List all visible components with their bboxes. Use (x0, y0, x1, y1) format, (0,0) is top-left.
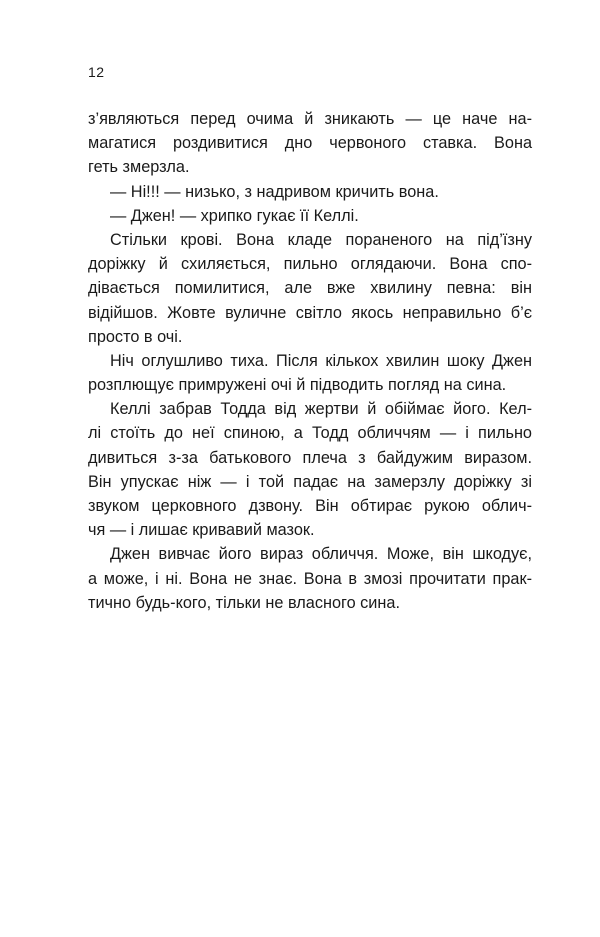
text-line: геть змерзла. (88, 158, 190, 177)
text-line: — Джен! — хрипко гукає її Келлі. (110, 206, 359, 225)
body-text (88, 107, 532, 615)
text-line: дивиться з-за батькового плеча з байдужим виразом. (88, 448, 532, 467)
text-line: доріжку й схиляється, пильно оглядаючи. Вона спо- (88, 255, 532, 274)
text-line: а може, і ні. Вона не знає. Вона в змозі прочитати прак- (88, 569, 532, 588)
text-line: — Ні!!! — низько, з надривом кричить вона. (110, 182, 439, 201)
text-line: Ніч оглушливо тиха. Після кількох хвилин шоку Джен (110, 351, 532, 370)
page-number: 12 (88, 64, 105, 80)
text-line: магатися роздивитися дно червоного ставка. Вона (88, 134, 532, 153)
text-line: Стільки крові. Вона кладе пораненого на під’їзну (110, 230, 532, 249)
text-line: тично будь-кого, тільки не власного сина. (88, 593, 400, 612)
text-line: з’являються перед очима й зникають — це наче на- (88, 110, 532, 128)
text-line: просто в очі. (88, 327, 183, 346)
text-line: Келлі забрав Тодда від жертви й обіймає його. Кел- (110, 400, 532, 419)
text-line: лі стоїть до неї спиною, а Тодд обличчям — і пильно (88, 424, 532, 443)
text-line: дівається помилитися, але вже хвилину певна: він (88, 279, 532, 298)
text-line: чя — і лишає кривавий мазок. (88, 521, 315, 540)
text-line: розплющує примружені очі й підводить погляд на сина. (88, 376, 507, 395)
text-line: відійшов. Жовте вуличне світло якось неправильно б’є (88, 303, 532, 322)
text-line: Джен вивчає його вираз обличчя. Може, він шкодує, (110, 545, 532, 564)
text-line: Він упускає ніж — і той падає на замерзлу доріжку зі (88, 472, 532, 491)
text-line: звуком церковного дзвону. Він обтирає рукою облич- (88, 497, 532, 515)
